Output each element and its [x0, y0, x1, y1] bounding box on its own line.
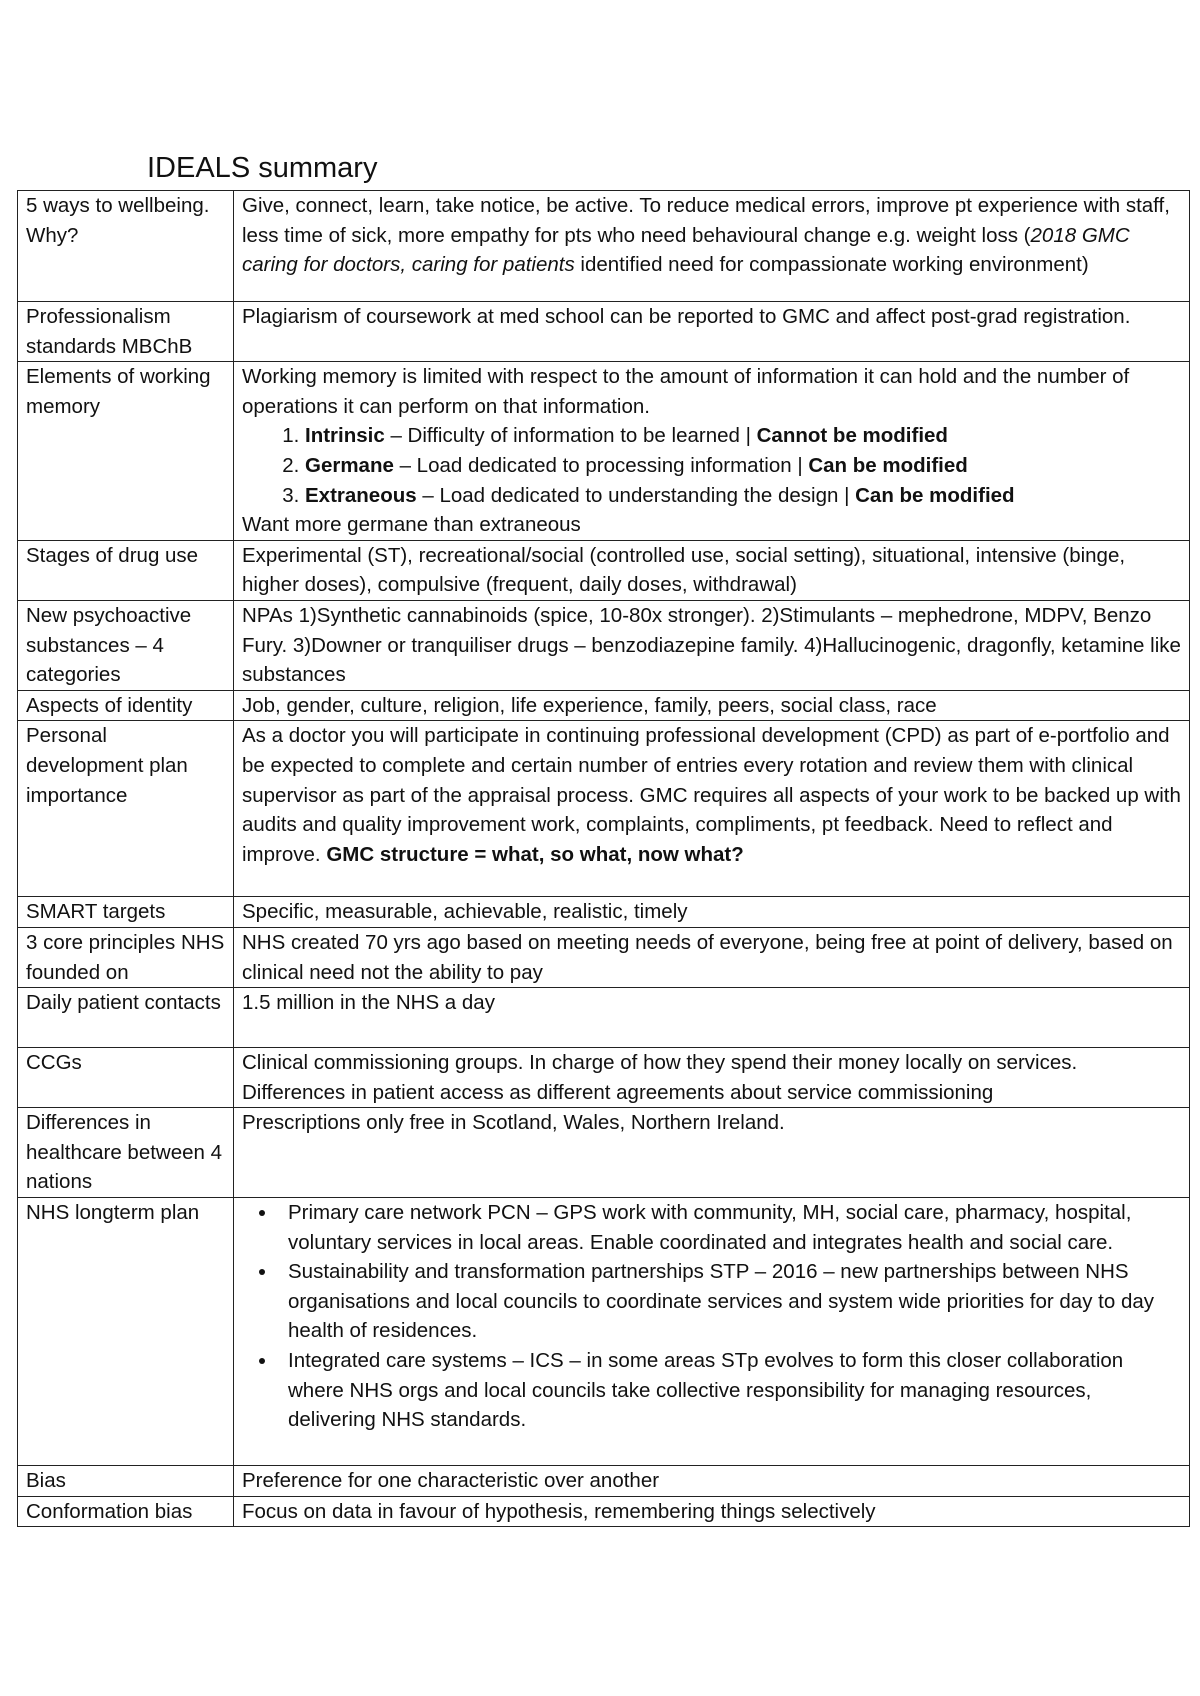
row-value: Focus on data in favour of hypothesis, remembering things selectively	[234, 1496, 1190, 1527]
table-row	[18, 690, 1190, 721]
row-label: Differences in healthcare between 4 nations	[18, 1108, 234, 1198]
list-item: • Sustainability and transformation partnerships STP – 2016 – new partnerships between NHS organisations and local councils to coordinate services and system wide priorities for day to day health of residences.	[278, 1257, 1181, 1346]
table-row	[18, 1496, 1190, 1527]
row-value: Preference for one characteristic over another	[234, 1466, 1190, 1497]
row-value: Prescriptions only free in Scotland, Wales, Northern Ireland.	[234, 1108, 1190, 1198]
row-label: 3 core principles NHS founded on	[18, 927, 234, 987]
row-value: Clinical commissioning groups. In charge of how they spend their money locally on services. Differences in patient access as different agreements about service commissioning	[234, 1048, 1190, 1108]
table-row	[18, 191, 1190, 302]
working-memory-list	[242, 421, 1181, 510]
table-row	[18, 302, 1190, 362]
table-row	[18, 1048, 1190, 1108]
table-row	[18, 721, 1190, 897]
row-value: NHS created 70 yrs ago based on meeting needs of everyone, being free at point of delivery, based on clinical need not the ability to pay	[234, 927, 1190, 987]
list-item: 3. Extraneous – Load dedicated to understanding the design | Can be modified	[305, 481, 1181, 511]
list-item: 2. Germane – Load dedicated to processing information | Can be modified	[305, 451, 1181, 481]
row-label: Personal development plan importance	[18, 721, 234, 897]
table-row	[18, 1108, 1190, 1198]
longterm-plan-list	[242, 1198, 1181, 1435]
row-value: As a doctor you will participate in continuing professional development (CPD) as part of e-portfolio and be expected to complete and certain number of entries every rotation and review them with clinical supervisor as part of the appraisal process. GMC requires all aspects of your work to be backed up with audits and quality improvement work, complaints, compliments, pt feedback. Need to reflect and improve. GMC structure = what, so what, now what?	[234, 721, 1190, 897]
table-row	[18, 540, 1190, 600]
working-memory-intro: Working memory is limited with respect to the amount of information it can hold and the number of operations it can perform on that information.	[242, 365, 1130, 418]
row-label: SMART targets	[18, 897, 234, 928]
list-item: 1. Intrinsic – Difficulty of information to be learned | Cannot be modified	[305, 421, 1181, 451]
list-item: • Primary care network PCN – GPS work with community, MH, social care, pharmacy, hospital, voluntary services in local areas. Enable coordinated and integrates health and social care.	[278, 1198, 1181, 1257]
row-label: Daily patient contacts	[18, 988, 234, 1048]
row-value: Specific, measurable, achievable, realistic, timely	[234, 897, 1190, 928]
row-label: Bias	[18, 1466, 234, 1497]
table-row	[18, 927, 1190, 987]
row-value: 1.5 million in the NHS a day	[234, 988, 1190, 1048]
row-label: Elements of working memory	[18, 362, 234, 541]
row-label: 5 ways to wellbeing. Why?	[18, 191, 234, 302]
row-label: NHS longterm plan	[18, 1198, 234, 1466]
table-row	[18, 897, 1190, 928]
row-value	[234, 1198, 1190, 1466]
row-value: Give, connect, learn, take notice, be active. To reduce medical errors, improve pt experience with staff, less time of sick, more empathy for pts who need behavioural change e.g. weight loss (2018 GMC caring for doctors, caring for patients identified need for compassionate working environment)	[234, 191, 1190, 302]
table-row	[18, 362, 1190, 541]
row-label: Aspects of identity	[18, 690, 234, 721]
summary-table	[17, 190, 1190, 1527]
row-value: Plagiarism of coursework at med school can be reported to GMC and affect post-grad registration.	[234, 302, 1190, 362]
page-title: IDEALS summary	[147, 152, 378, 184]
row-label: CCGs	[18, 1048, 234, 1108]
row-label: New psychoactive substances – 4 categories	[18, 600, 234, 690]
row-label: Professionalism standards MBChB	[18, 302, 234, 362]
row-label: Conformation bias	[18, 1496, 234, 1527]
row-value: NPAs 1)Synthetic cannabinoids (spice, 10-80x stronger). 2)Stimulants – mephedrone, MDPV, Benzo Fury. 3)Downer or tranquiliser drugs – benzodiazepine family. 4)Hallucinogenic, dragonfly, ketamine like substances	[234, 600, 1190, 690]
row-value: Experimental (ST), recreational/social (controlled use, social setting), situational, intensive (binge, higher doses), compulsive (frequent, daily doses, withdrawal)	[234, 540, 1190, 600]
row-value: Job, gender, culture, religion, life experience, family, peers, social class, race	[234, 690, 1190, 721]
row-value	[234, 362, 1190, 541]
working-memory-outro: Want more germane than extraneous	[242, 513, 581, 537]
table-row	[18, 1466, 1190, 1497]
table-row	[18, 988, 1190, 1048]
table-row	[18, 600, 1190, 690]
row-label: Stages of drug use	[18, 540, 234, 600]
table-row	[18, 1198, 1190, 1466]
list-item: • Integrated care systems – ICS – in some areas STp evolves to form this closer collaboration where NHS orgs and local councils take collective responsibility for managing resources, delivering NHS standards.	[278, 1346, 1181, 1435]
